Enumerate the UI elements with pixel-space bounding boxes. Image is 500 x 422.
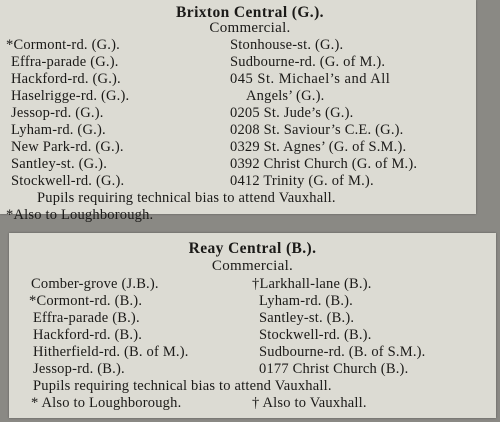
list-item: Angels’ (G.). (246, 88, 325, 104)
list-item: Lyham-rd. (G.). (11, 122, 106, 138)
list-item: Hackford-rd. (B.). (33, 327, 143, 343)
list-item: 0392 Christ Church (G. of M.). (230, 156, 418, 172)
list-item: Santley-st. (G.). (11, 156, 108, 172)
list-item: 0208 St. Saviour’s C.E. (G.). (230, 122, 404, 138)
list-item: Stockwell-rd. (G.). (11, 173, 125, 189)
list-item: Sudbourne-rd. (B. of S.M.). (259, 344, 426, 360)
list-item: New Park-rd. (G.). (11, 139, 124, 155)
list-item: *Cormont-rd. (B.). (29, 293, 143, 309)
brixton-note-technical-bias: Pupils requiring technical bias to attend Vauxhall. (37, 190, 336, 206)
reay-central-title: Reay Central (B.). (188, 240, 317, 257)
list-item: Sudbourne-rd. (G. of M.). (230, 54, 386, 70)
list-item: Lyham-rd. (B.). (259, 293, 354, 309)
list-item: 045 St. Michael’s and All (230, 71, 391, 87)
brixton-central-title: Brixton Central (G.). (176, 4, 324, 21)
list-item: *Cormont-rd. (G.). (6, 37, 120, 53)
brixton-note-loughborough: *Also to Loughborough. (6, 207, 154, 223)
brixton-central-subtitle: Commercial. (209, 20, 291, 36)
list-item: Hackford-rd. (G.). (11, 71, 121, 87)
list-item: 0412 Trinity (G. of M.). (230, 173, 374, 189)
list-item: Comber-grove (J.B.). (31, 276, 159, 292)
list-item: Effra-parade (B.). (33, 310, 140, 326)
list-item: 0329 St. Agnes’ (G. of S.M.). (230, 139, 407, 155)
list-item: †Larkhall-lane (B.). (252, 276, 372, 292)
list-item: Effra-parade (G.). (11, 54, 119, 70)
reay-note-vauxhall: † Also to Vauxhall. (252, 395, 367, 411)
reay-central-clipping (9, 233, 496, 418)
list-item: Stonhouse-st. (G.). (230, 37, 344, 53)
list-item: Santley-st. (B.). (259, 310, 355, 326)
list-item: Jessop-rd. (B.). (33, 361, 125, 377)
list-item: 0177 Christ Church (B.). (259, 361, 409, 377)
list-item: Jessop-rd. (G.). (11, 105, 104, 121)
list-item: Haselrigge-rd. (G.). (11, 88, 130, 104)
list-item: Stockwell-rd. (B.). (259, 327, 372, 343)
reay-note-loughborough: * Also to Loughborough. (31, 395, 182, 411)
reay-note-technical-bias: Pupils requiring technical bias to attend Vauxhall. (33, 378, 332, 394)
list-item: Hitherfield-rd. (B. of M.). (33, 344, 189, 360)
list-item: 0205 St. Jude’s (G.). (230, 105, 354, 121)
reay-central-subtitle: Commercial. (211, 258, 294, 274)
